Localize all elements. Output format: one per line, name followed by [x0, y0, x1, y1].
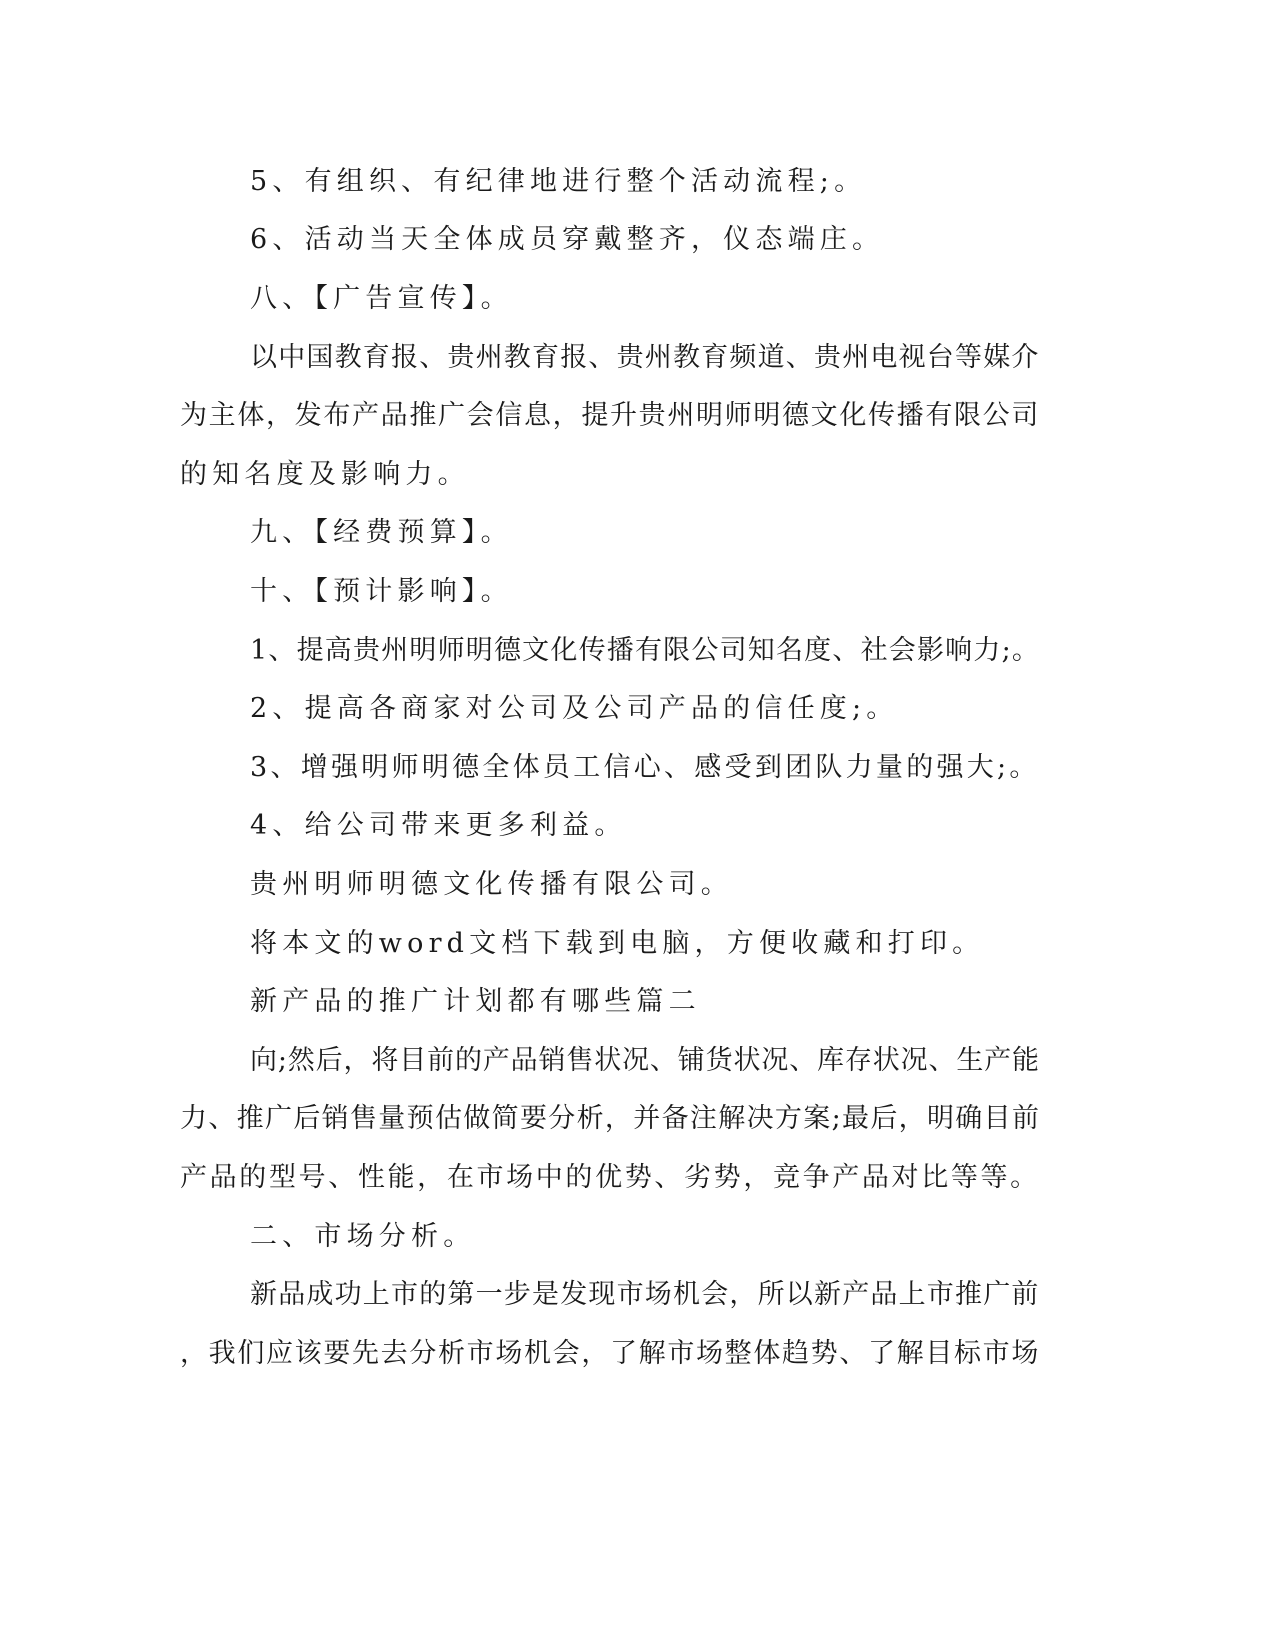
- article-subtitle: 新产品的推广计划都有哪些篇二: [250, 986, 701, 1017]
- paragraph-line: 以中国教育报、贵州教育报、贵州教育频道、贵州电视台等媒介: [250, 342, 1040, 373]
- section-heading: 八、【广告宣传】。: [250, 283, 513, 314]
- paragraph-line: 新品成功上市的第一步是发现市场机会，所以新产品上市推广前: [250, 1279, 1040, 1310]
- paragraph-line: 为主体，发布产品推广会信息，提升贵州明师明德文化传播有限公司: [180, 400, 1040, 431]
- paragraph-line: 的知名度及影响力。: [180, 459, 470, 490]
- paragraph-line: 向;然后，将目前的产品销售状况、铺货状况、库存状况、生产能: [250, 1045, 1040, 1076]
- paragraph-line: ，我们应该要先去分析市场机会，了解市场整体趋势、了解目标市场: [180, 1338, 1040, 1369]
- section-heading: 十、【预计影响】。: [250, 576, 513, 607]
- list-item: 4、给公司带来更多利益。: [250, 810, 627, 841]
- paragraph-line: 产品的型号、性能，在市场中的优势、劣势，竞争产品对比等等。: [180, 1162, 1040, 1193]
- paragraph-line: 力、推广后销售量预估做简要分析，并备注解决方案;最后，明确目前: [180, 1103, 1041, 1134]
- company-name: 贵州明师明德文化传播有限公司。: [250, 869, 733, 900]
- section-heading: 九、【经费预算】。: [250, 517, 513, 548]
- list-item: 3、增强明师明德全体员工信心、感受到团队力量的强大;。: [250, 752, 1040, 783]
- download-note: 将本文的word文档下载到电脑，方便收藏和打印。: [250, 928, 985, 959]
- list-item: 5、有组织、有纪律地进行整个活动流程;。: [250, 166, 867, 197]
- list-item: 6、活动当天全体成员穿戴整齐，仪态端庄。: [250, 224, 885, 255]
- list-item: 1、提高贵州明师明德文化传播有限公司知名度、社会影响力;。: [250, 635, 1041, 666]
- list-item: 2、提高各商家对公司及公司产品的信任度;。: [250, 693, 899, 724]
- section-heading: 二、市场分析。: [250, 1221, 476, 1252]
